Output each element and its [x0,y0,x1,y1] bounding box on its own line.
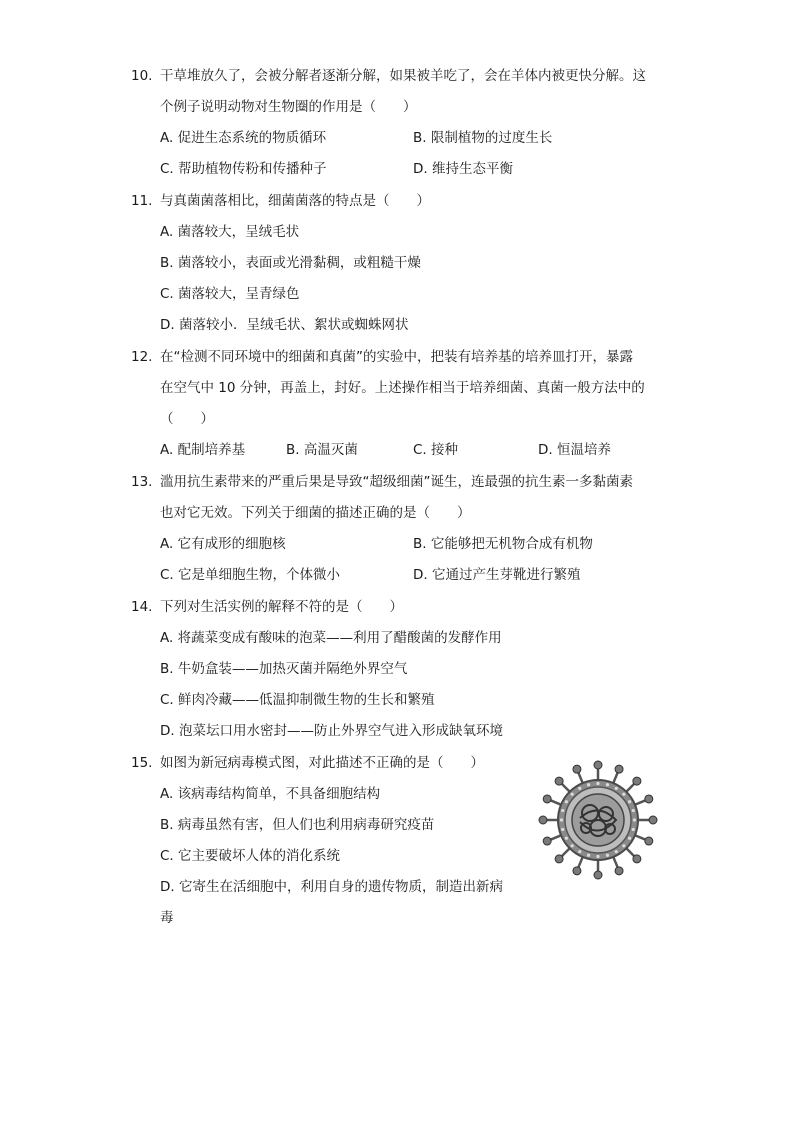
membrane-dot [596,855,599,858]
option-b[interactable]: B. 牛奶盒装——加热灭菌并隔绝外界空气 [160,661,408,677]
spike-head [594,761,602,769]
option-c[interactable]: C. 它主要破坏人体的消化系统 [160,848,341,864]
question-stem-cont: 也对它无效。下列关于细菌的描述正确的是（ ） [160,505,471,521]
option-b[interactable]: B. 病毒虽然有害，但人们也利用病毒研究疫苗 [160,817,435,833]
membrane-dot [632,828,635,831]
spike-head [649,816,657,824]
spike-head [539,816,547,824]
spike-head [555,855,563,863]
option-c[interactable]: C. 鲜肉冷藏——低温抑制微生物的生长和繁殖 [160,692,435,708]
option-d-cont: 毒 [160,910,174,926]
membrane-dot [628,837,631,840]
option-d[interactable]: D. 泡菜坛口用水密封——防止外界空气进入形成缺氧环境 [160,723,503,739]
option-d[interactable]: D. 它寄生在活细胞中，利用自身的遗传物质，制造出新病 [160,879,503,895]
spike-head [543,837,551,845]
membrane-dot [571,844,574,847]
question-stem: 与真菌菌落相比，细菌菌落的特点是（ ） [160,193,430,209]
membrane-dot [561,809,564,812]
option-b[interactable]: B. 限制植物的过度生长 [413,130,553,146]
membrane-dot [606,854,609,857]
option-a[interactable]: A. 该病毒结构简单，不具备细胞结构 [160,786,381,802]
spike-head [594,871,602,879]
membrane-dot [606,783,609,786]
option-d[interactable]: D. 维持生态平衡 [413,161,513,177]
question-stem-cont: 在空气中 10 分钟，再盖上，封好。上述操作相当于培养细菌、真菌一般方法中的 [160,380,645,396]
membrane-dot [565,800,568,803]
question-number: 12. [131,349,153,365]
option-d[interactable]: D. 它通过产生芽靴进行繁殖 [413,567,581,583]
option-d[interactable]: D. 菌落较小．呈绒毛状、絮状或蜘蛛网状 [160,317,409,333]
question-number: 11. [131,193,153,209]
membrane-dot [633,818,636,821]
membrane-dot [615,850,618,853]
question-number: 15. [131,755,153,771]
question-stem: 滥用抗生素带来的严重后果是导致“超级细菌”诞生，连最强的抗生素一多黏菌素 [160,474,633,490]
membrane-dot [628,800,631,803]
spike-head [573,867,581,875]
option-b[interactable]: B. 高温灭菌 [286,442,358,458]
membrane-dot [561,828,564,831]
option-b[interactable]: B. 菌落较小，表面或光滑黏稠，或粗糙干燥 [160,255,421,271]
question-stem-cont: 个例子说明动物对生物圈的作用是（ ） [160,99,417,115]
spike-head [633,855,641,863]
spike-head [645,795,653,803]
option-c[interactable]: C. 它是单细胞生物，个体微小 [160,567,341,583]
option-b[interactable]: B. 它能够把无机物合成有机物 [413,536,593,552]
option-c[interactable]: C. 接种 [413,442,459,458]
membrane-dot [622,844,625,847]
option-a[interactable]: A. 菌落较大，呈绒毛状 [160,224,300,240]
question-stem: 如图为新冠病毒模式图，对此描述不正确的是（ ） [160,755,484,771]
membrane-dot [565,837,568,840]
membrane-dot [622,793,625,796]
spike-head [633,777,641,785]
option-d[interactable]: D. 恒温培养 [538,442,611,458]
question-number: 13. [131,474,153,490]
option-a[interactable]: A. 配制培养基 [160,442,246,458]
coronavirus-illustration-icon [536,758,660,882]
option-a[interactable]: A. 它有成形的细胞核 [160,536,286,552]
spike-head [645,837,653,845]
membrane-dot [578,787,581,790]
membrane-dot [587,783,590,786]
spike-head [543,795,551,803]
question-stem: 下列对生活实例的解释不符的是（ ） [160,599,403,615]
membrane-dot [632,809,635,812]
spike-head [573,765,581,773]
membrane-dot [587,854,590,857]
membrane-dot [578,850,581,853]
membrane-dot [571,793,574,796]
question-number: 14. [131,599,153,615]
option-c[interactable]: C. 菌落较大，呈青绿色 [160,286,300,302]
option-a[interactable]: A. 促进生态系统的物质循环 [160,130,327,146]
question-number: 10. [131,68,153,84]
option-c[interactable]: C. 帮助植物传粉和传播种子 [160,161,327,177]
spike-head [555,777,563,785]
spike-head [615,867,623,875]
membrane-dot [615,787,618,790]
question-stem: 干草堆放久了，会被分解者逐渐分解，如果被羊吃了，会在羊体内被更快分解。这 [160,68,646,84]
spike-head [615,765,623,773]
answer-blank: （ ） [160,411,214,427]
option-a[interactable]: A. 将蔬菜变成有酸味的泡菜——利用了醋酸菌的发酵作用 [160,630,502,646]
membrane-dot [560,818,563,821]
question-stem: 在“检测不同环境中的细菌和真菌”的实验中，把装有培养基的培养皿打开，暴露 [160,349,633,365]
membrane-dot [596,782,599,785]
